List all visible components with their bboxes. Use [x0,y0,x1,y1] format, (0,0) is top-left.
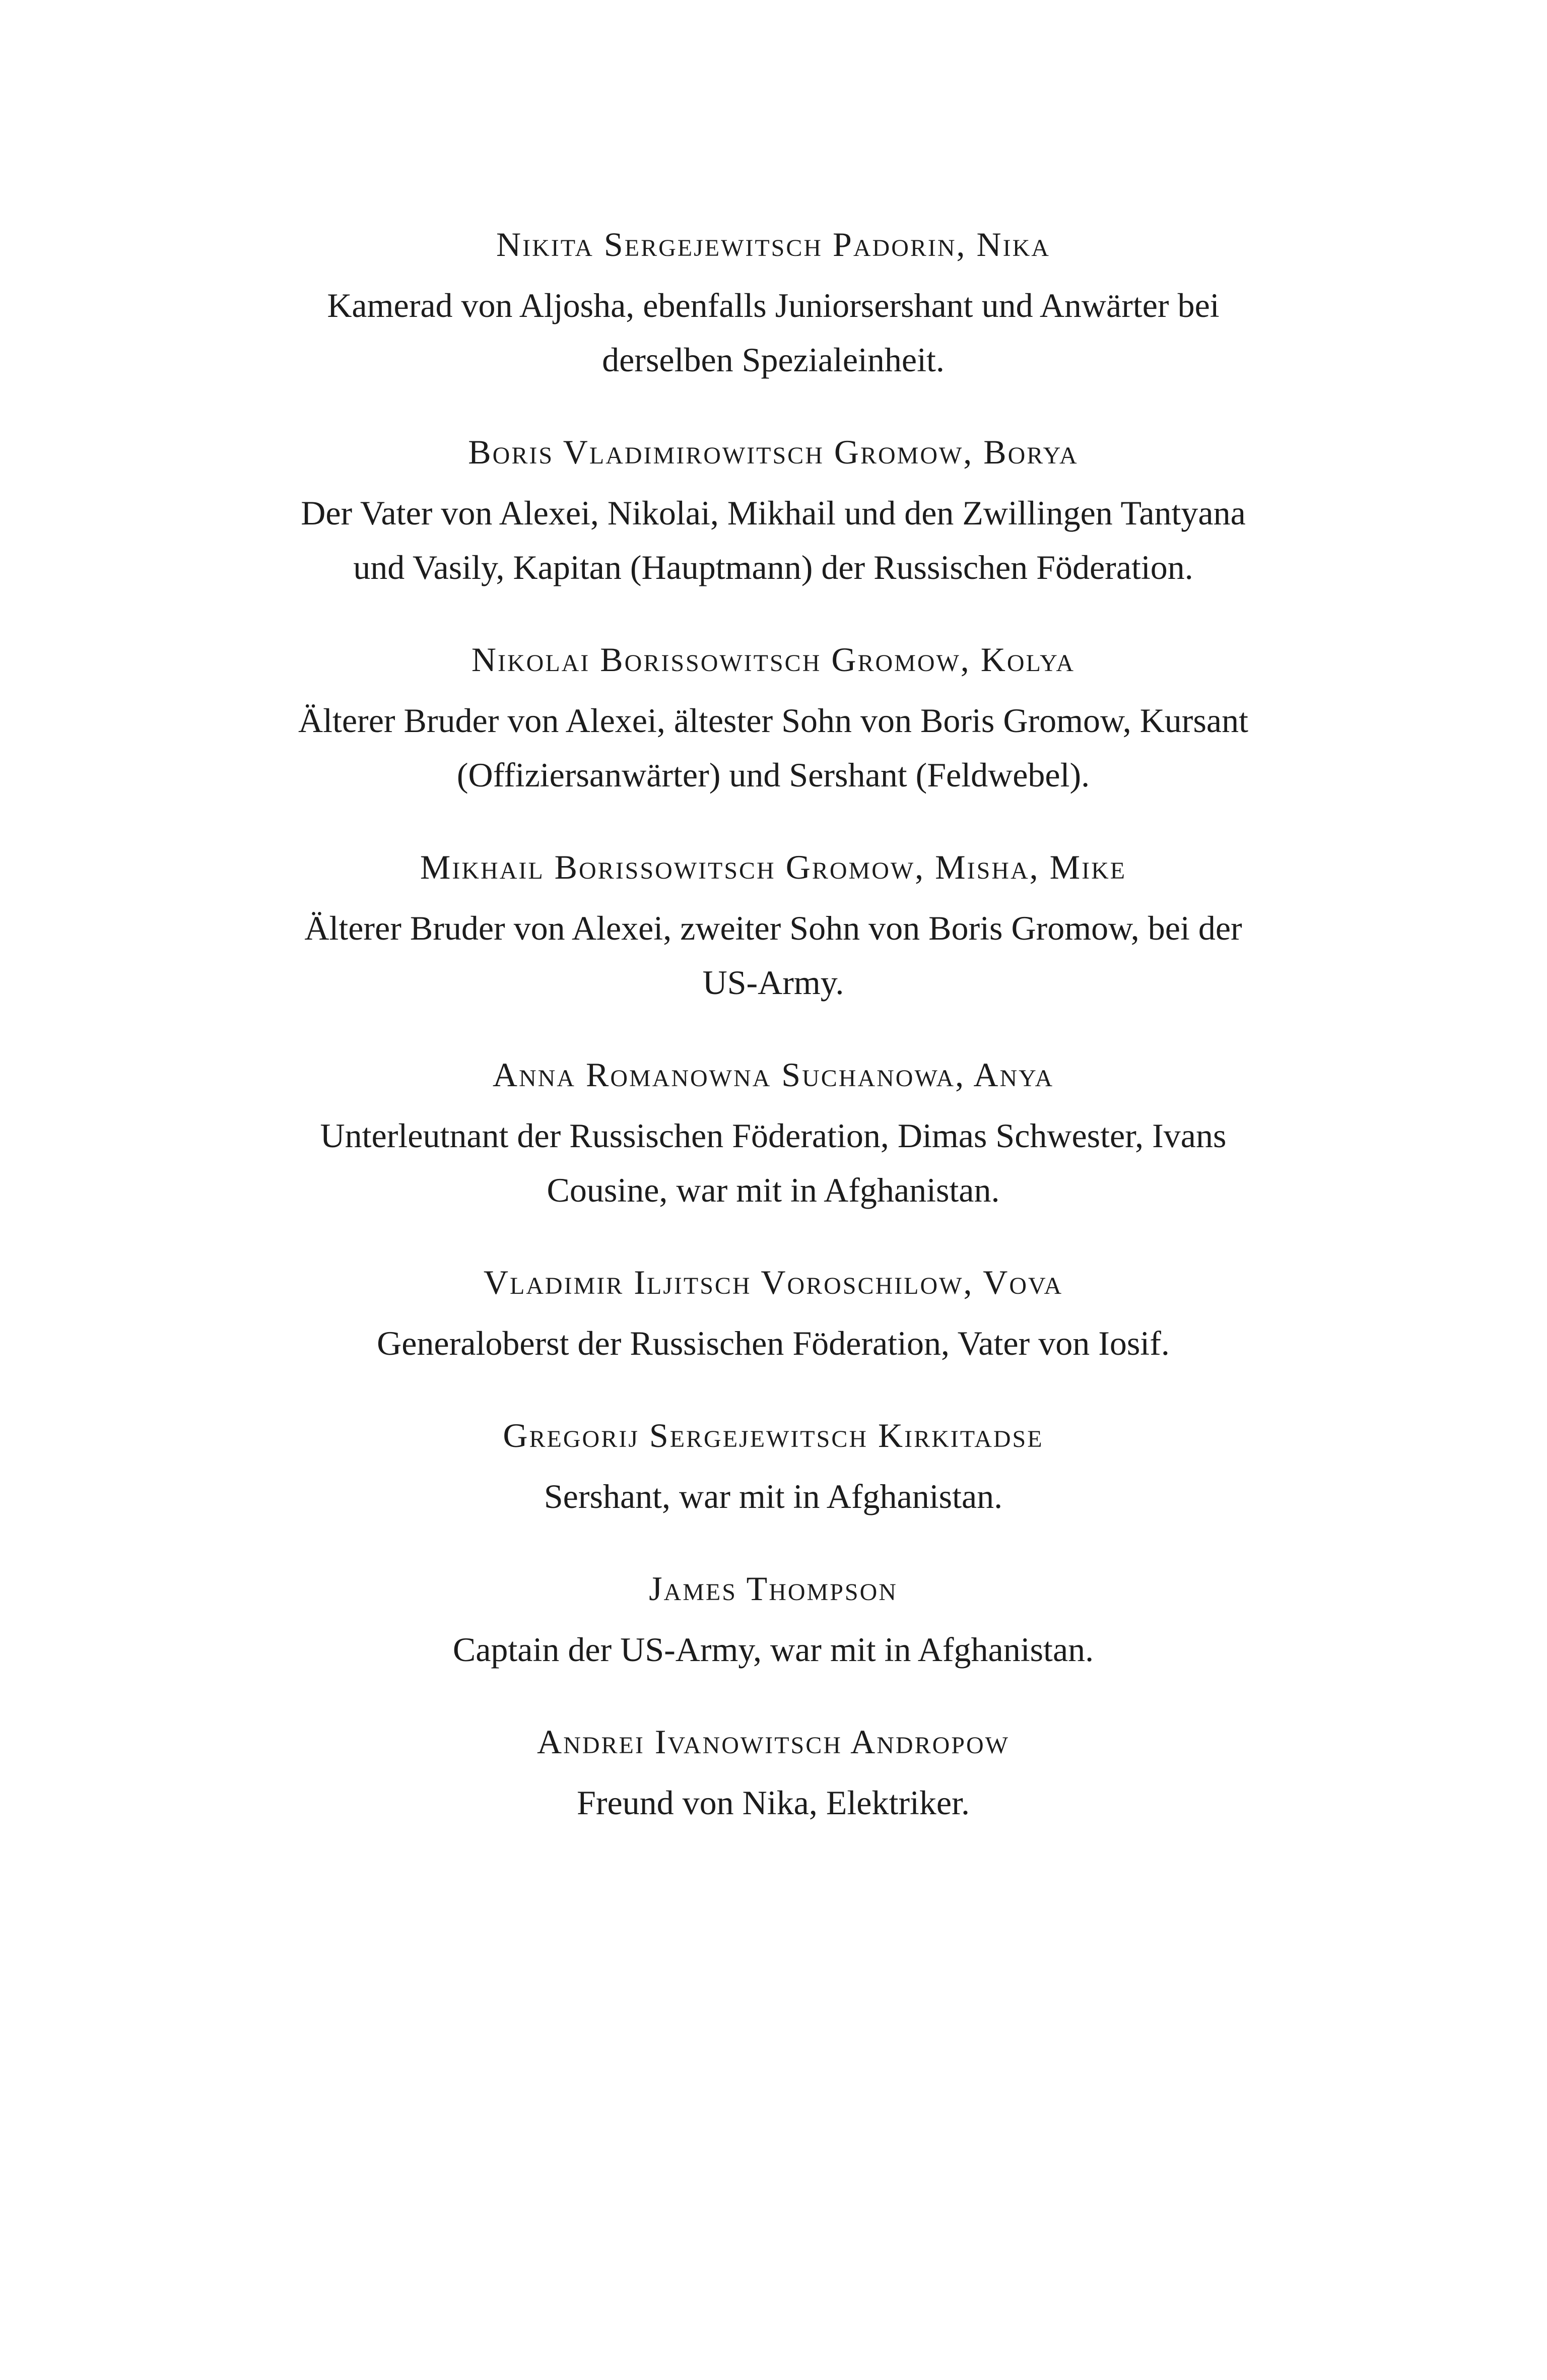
character-description: Sershant, war mit in Afghanistan. [544,1477,1003,1515]
character-entry [282,637,1264,802]
character-name: Boris Vladimirowitsch Gromow, Borya [468,433,1079,471]
character-description: Unterleutnant der Russischen Föderation, Dimas Schwester, Ivans Cousine, war mit in Afghanistan. [320,1116,1227,1209]
character-name: Mikhail Borissowitsch Gromow, Misha, Mike [420,848,1127,886]
character-name: Gregorij Sergejewitsch Kirkitadse [503,1416,1044,1455]
character-name: Anna Romanowna Suchanowa, Anya [492,1055,1054,1094]
character-description: Generaloberst der Russischen Föderation, Vater von Iosif. [377,1324,1170,1362]
character-entry [282,1052,1264,1217]
character-name: Nikolai Borissowitsch Gromow, Kolya [471,640,1075,679]
character-entry [282,844,1264,1010]
character-entry [282,1413,1264,1524]
character-name: James Thompson [649,1569,898,1608]
character-description: Captain der US-Army, war mit in Afghanistan. [452,1630,1094,1669]
character-description: Älterer Bruder von Alexei, ältester Sohn von Boris Gromow, Kursant (Offiziersanwärter) und Sershant (Feldwebel). [298,701,1248,794]
character-list [282,222,1264,1872]
character-description: Kamerad von Aljosha, ebenfalls Juniorsershant und Anwärter bei derselben Spezialeinheit. [327,286,1220,379]
character-entry [282,1260,1264,1370]
character-name: Nikita Sergejewitsch Padorin, Nika [496,225,1050,263]
character-entry [282,1566,1264,1677]
character-description: Freund von Nika, Elektriker. [577,1783,970,1822]
character-description: Älterer Bruder von Alexei, zweiter Sohn von Boris Gromow, bei der US-Army. [304,909,1242,1002]
character-entry [282,222,1264,387]
character-name: Andrei Ivanowitsch Andropow [537,1723,1010,1761]
character-name: Vladimir Iljitsch Voroschilow, Vova [483,1263,1063,1301]
character-description: Der Vater von Alexei, Nikolai, Mikhail und den Zwillingen Tantyana und Vasily, Kapitan (Hauptmann) der Russischen Föderation. [301,494,1246,586]
character-entry [282,1719,1264,1830]
character-entry [282,429,1264,594]
